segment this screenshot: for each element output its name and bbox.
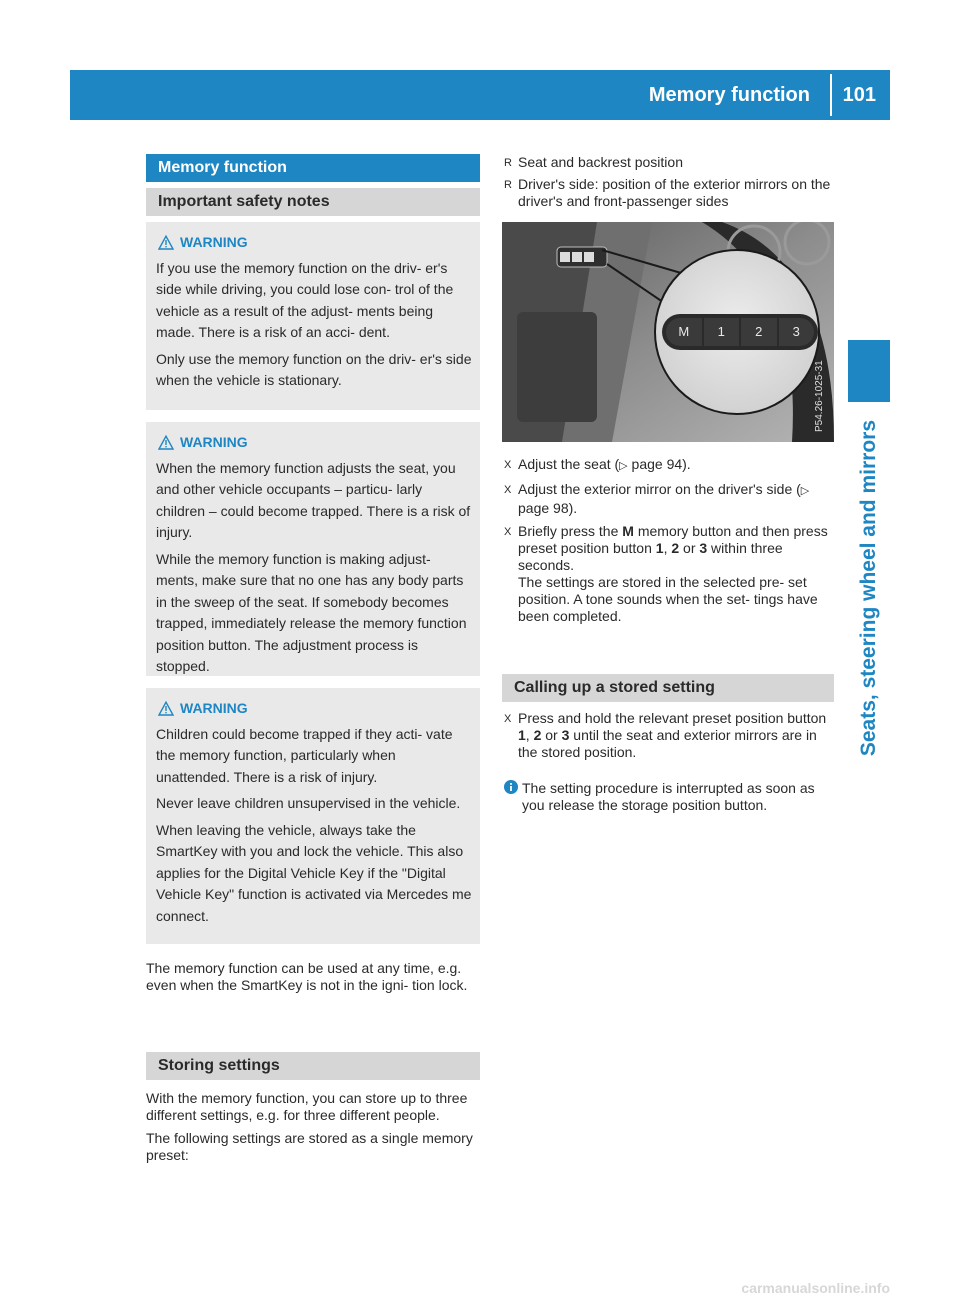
- list-item: R Driver's side: position of the exterior mirrors on the driver's and front-passenger sides: [504, 176, 831, 209]
- warning-paragraph: When the memory function adjusts the seat, you and other vehicle occupants – particu- larly children – could become trapped. There is a risk of injury.: [156, 459, 471, 540]
- watermark: carmanualsonline.info: [741, 1280, 890, 1296]
- chapter-tab: [849, 420, 889, 1120]
- memory-button-3: 3: [779, 318, 815, 346]
- warning-triangle-icon: [158, 435, 174, 450]
- step-marker: X: [504, 713, 512, 725]
- warning-box-3: [146, 688, 480, 944]
- list-item: X Adjust the exterior mirror on the driver's side (▷ page 98).: [504, 481, 810, 516]
- warning-triangle-icon: [158, 701, 174, 716]
- warning-label: WARNING: [180, 434, 248, 450]
- bullet-marker: R: [504, 157, 512, 169]
- list-item: X Adjust the seat (▷ page 94).: [504, 456, 834, 475]
- chapter-tab-marker: [848, 340, 890, 402]
- warning-label: WARNING: [180, 700, 248, 716]
- storing-paragraph: With the memory function, you can store up to three different settings, e.g. for three different people.: [146, 1090, 468, 1123]
- chapter-tab-label: Seats, steering wheel and mirrors: [857, 420, 880, 757]
- warning-paragraph: Children could become trapped if they acti- vate the memory function, particularly when unattended. There is a risk of injury.: [156, 725, 453, 785]
- warning-box-1: [146, 222, 480, 410]
- list-item: X Briefly press the M memory button and then press preset position button 1, 2 or 3 within three seconds. The settings are stored in the selected pre- set position. A tone sounds when the set- tings have been completed.: [504, 523, 828, 624]
- subsection-title: Important safety notes: [146, 188, 480, 216]
- bullet-marker: R: [504, 179, 512, 191]
- stored-settings-list: [504, 154, 834, 214]
- header-title: Memory function: [648, 84, 810, 106]
- warning-heading: [158, 232, 472, 254]
- page-number: 101: [842, 84, 876, 106]
- memory-buttons-illustration: [502, 222, 834, 442]
- step-marker: X: [504, 459, 512, 471]
- warning-paragraph: When leaving the vehicle, always take the SmartKey with you and lock the vehicle. This also applies for the Digital Vehicle Key if the "Digital Vehicle Key" function is activated via Mercedes me connect.: [156, 821, 472, 924]
- list-item: R Seat and backrest position: [504, 154, 683, 170]
- warning-label: WARNING: [180, 234, 248, 250]
- memory-button-m: M: [666, 318, 702, 346]
- warning-heading: [158, 698, 472, 720]
- intro-text: [146, 960, 480, 1000]
- list-item: X Press and hold the relevant preset position button 1, 2 or 3 until the seat and exterior mirrors are in the stored position.: [504, 710, 827, 760]
- warning-paragraph: Only use the memory function on the driv- er's side when the vehicle is stationary.: [156, 350, 472, 388]
- memory-button-2: 2: [741, 318, 777, 346]
- warning-triangle-icon: [158, 235, 174, 250]
- warning-box-2: [146, 422, 480, 676]
- info-icon: [504, 780, 518, 794]
- memory-button-1: 1: [704, 318, 740, 346]
- info-note: [504, 780, 834, 814]
- step-marker: X: [504, 484, 512, 496]
- storing-text: [146, 1090, 480, 1170]
- info-note-text: The setting procedure is interrupted as soon as you release the storage position button.: [522, 780, 815, 813]
- calling-steps: [504, 710, 834, 767]
- storing-settings-title: Storing settings: [146, 1052, 480, 1080]
- section-title: Memory function: [146, 154, 480, 182]
- warning-heading: [158, 432, 472, 454]
- warning-paragraph: Never leave children unsupervised in the vehicle.: [156, 795, 461, 811]
- storing-paragraph: The following settings are stored as a single memory preset:: [146, 1130, 473, 1163]
- calling-up-title: Calling up a stored setting: [502, 674, 834, 702]
- intro-paragraph: The memory function can be used at any time, e.g. even when the SmartKey is not in the igni- tion lock.: [146, 960, 468, 993]
- step-marker: X: [504, 526, 512, 538]
- storing-steps: [504, 456, 834, 631]
- page-header: [70, 70, 890, 120]
- image-code: P54.26-1025-31: [814, 360, 825, 432]
- warning-paragraph: While the memory function is making adjust- ments, make sure that no one has any body parts in the sweep of the seat. If somebody becomes trapped, immediately release the memory function position button. The adjustment process is stopped.: [156, 550, 467, 674]
- memory-buttons-group: [666, 318, 814, 346]
- warning-paragraph: If you use the memory function on the driv- er's side while driving, you could lose con- trol of the vehicle as a result of the adjust- ments being made. There is a risk of an acci- dent.: [156, 259, 454, 340]
- header-divider: [830, 74, 832, 116]
